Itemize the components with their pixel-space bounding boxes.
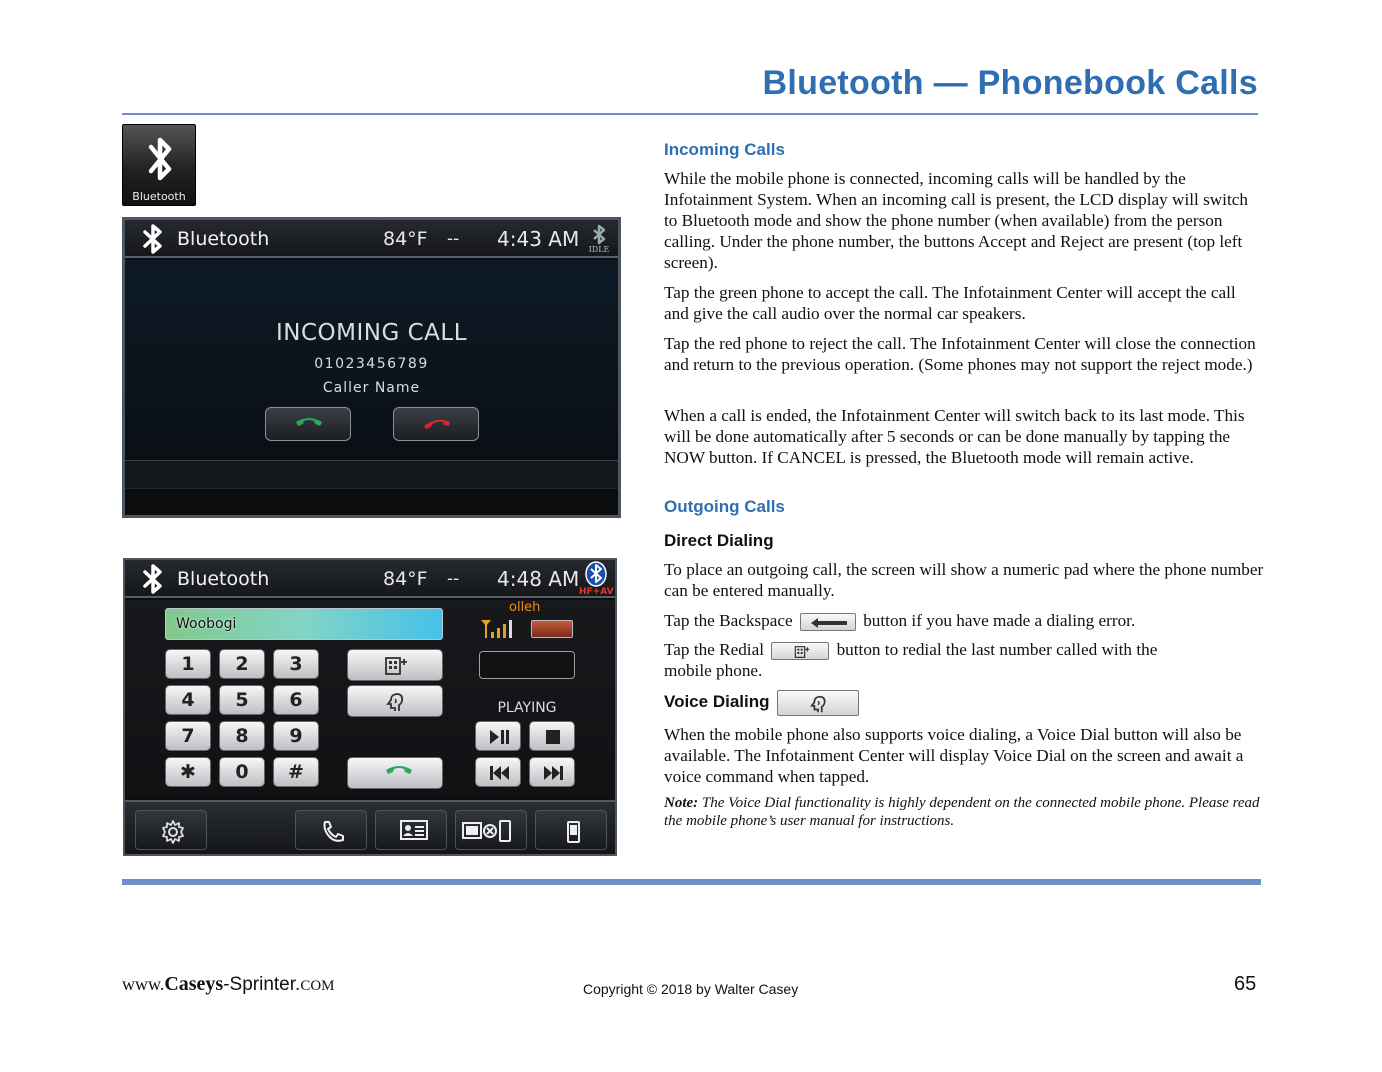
keypad-key[interactable]: 6 <box>273 685 319 715</box>
title-divider <box>122 113 1258 115</box>
status-separator: -- <box>447 229 460 249</box>
redial-button[interactable] <box>347 649 443 681</box>
bluetooth-app-icon[interactable] <box>122 124 196 206</box>
caller-name: Caller Name <box>322 380 421 396</box>
keypad-key[interactable]: 2 <box>219 649 265 679</box>
backspace-text-pre: Tap the Backspace <box>664 611 793 630</box>
note-label: Note: <box>664 795 699 811</box>
redial-text-pre: Tap the Redial <box>664 640 764 659</box>
stop-button[interactable] <box>529 721 575 751</box>
keypad-key[interactable]: 4 <box>165 685 211 715</box>
site-name: Caseys <box>164 973 224 995</box>
keypad-key[interactable]: 1 <box>165 649 211 679</box>
voice-dial-icon <box>808 694 830 714</box>
green-phone-icon <box>384 764 414 780</box>
paragraph: When the mobile phone also supports voice dialing, a Voice Dial button will also be available. The Infotainment Center will display Voice Dial on the screen and await a voice command when tapped. <box>664 725 1244 786</box>
app-name: Bluetooth <box>177 568 270 590</box>
dial-pad-button[interactable] <box>295 810 367 850</box>
outgoing-calls-heading: Outgoing Calls <box>664 497 785 516</box>
backspace-instruction <box>664 610 1135 631</box>
clock: 4:43 AM <box>497 227 580 251</box>
temperature: 84°F <box>383 568 428 590</box>
keypad-key[interactable]: ✱ <box>165 757 211 787</box>
backspace-text-post: button if you have made a dialing error. <box>863 611 1136 630</box>
bluetooth-icon <box>139 223 167 255</box>
previous-track-button[interactable] <box>475 757 521 787</box>
keypad-key[interactable]: 7 <box>165 721 211 751</box>
bluetooth-icon <box>139 563 167 595</box>
previous-track-icon <box>489 765 511 781</box>
paragraph: While the mobile phone is connected, incoming calls will be handled by the Infotainment System. When an incoming call is present, the LCD display will switch to Bluetooth mode and show the phone number (when available) from the person calling. Under the phone number, the buttons Accept and Reject are present (top left screen). <box>664 169 1248 272</box>
lower-bar-bottom <box>125 488 618 518</box>
site-tld: COM <box>300 978 335 994</box>
mobile-phone-icon <box>560 819 586 845</box>
accept-call-button[interactable] <box>265 407 351 441</box>
reject-call-button[interactable] <box>393 407 479 441</box>
mobile-phone-button[interactable] <box>535 810 607 850</box>
footer-website[interactable] <box>122 973 335 996</box>
caller-number: 01023456789 <box>314 356 429 372</box>
copyright: Copyright © 2018 by Walter Casey <box>583 981 799 997</box>
incoming-call-screen <box>122 217 621 518</box>
backspace-button[interactable] <box>800 613 856 631</box>
voice-dialing-row <box>664 690 862 716</box>
redial-instruction <box>664 639 1157 660</box>
play-pause-icon <box>489 729 511 745</box>
voice-dial-button[interactable] <box>347 685 443 717</box>
paragraph: When a call is ended, the Infotainment Center will switch back to its last mode. This will be done automatically after 5 seconds or can be done manually by tapping the NOW button. If CANCEL is pressed, the Bluetooth mode will remain active. <box>664 406 1245 467</box>
next-track-icon <box>543 765 565 781</box>
settings-button[interactable] <box>135 810 207 850</box>
note-text: The Voice Dial functionality is highly dependent on the connected mobile phone. Please read the mobile phone’s user manual for instructions. <box>664 795 1260 829</box>
keypad-key[interactable]: 8 <box>219 721 265 751</box>
battery-icon <box>531 620 573 638</box>
keypad-key[interactable]: # <box>273 757 319 787</box>
keypad-key[interactable]: 3 <box>273 649 319 679</box>
direct-dialing-heading: Direct Dialing <box>664 531 774 550</box>
gear-icon <box>160 819 186 845</box>
carrier-name: olleh <box>509 600 541 615</box>
redial-button-inline[interactable] <box>771 642 829 660</box>
green-phone-icon <box>294 416 324 432</box>
incoming-call-heading: INCOMING CALL <box>275 320 468 346</box>
incoming-calls-heading: Incoming Calls <box>664 140 785 159</box>
media-status: PLAYING <box>497 700 557 716</box>
lower-bar <box>125 460 618 488</box>
dial-name-field[interactable] <box>165 608 443 640</box>
redial-icon <box>384 656 408 676</box>
redial-icon <box>794 645 810 659</box>
status-separator: -- <box>447 569 460 589</box>
signal-strength-icon <box>479 618 515 640</box>
site-prefix: www. <box>122 974 165 994</box>
voice-dialing-heading: Voice Dialing <box>664 691 770 711</box>
voice-dial-button-inline[interactable] <box>777 690 859 716</box>
site-suffix: -Sprinter. <box>223 974 301 995</box>
page-number: 65 <box>1234 973 1257 995</box>
paragraph: Tap the green phone to accept the call. The Infotainment Center will accept the call and give the call audio over the normal car speakers. <box>664 283 1236 323</box>
media-display <box>479 651 575 679</box>
phone-handset-icon <box>320 819 346 845</box>
page-title: Bluetooth — Phonebook Calls <box>762 64 1258 102</box>
status-bar <box>125 220 618 258</box>
status-badge-text: HF+AV <box>579 587 614 597</box>
stop-icon <box>543 729 565 745</box>
temperature: 84°F <box>383 228 428 250</box>
redial-text-post: button to redial the last number called with the <box>836 640 1158 659</box>
paragraph: Tap the red phone to reject the call. The Infotainment Center will close the connection and return to the previous operation. (Some phones may not support the reject mode.) <box>664 334 1256 374</box>
bluetooth-status-badge <box>579 561 617 597</box>
bottom-navigation <box>125 800 615 856</box>
paragraph: To place an outgoing call, the screen will show a numeric pad where the phone number can be entered manually. <box>664 560 1264 600</box>
status-badge-text: IDLE <box>588 245 610 254</box>
play-pause-button[interactable] <box>475 721 521 751</box>
app-name: Bluetooth <box>177 228 270 250</box>
phonebook-button[interactable] <box>375 810 447 850</box>
backspace-arrow-icon <box>809 617 849 629</box>
red-phone-icon <box>422 416 452 432</box>
bluetooth-icon <box>143 133 177 185</box>
note <box>664 794 1264 830</box>
bluetooth-icon <box>585 224 613 246</box>
voice-dial-icon <box>384 692 408 712</box>
dial-name-text: Woobogi <box>176 616 237 632</box>
next-track-button[interactable] <box>529 757 575 787</box>
keypad-key[interactable]: 9 <box>273 721 319 751</box>
disconnect-icon <box>462 819 518 843</box>
keypad-key[interactable]: 5 <box>219 685 265 715</box>
clock: 4:48 AM <box>497 567 580 591</box>
keypad-key[interactable]: 0 <box>219 757 265 787</box>
dialer-screen <box>123 558 617 856</box>
call-button[interactable] <box>347 757 443 789</box>
status-bar <box>125 560 615 598</box>
footer-divider <box>122 879 1261 885</box>
contact-card-icon <box>400 819 428 841</box>
redial-instruction-line2: mobile phone. <box>664 661 763 680</box>
bluetooth-status-badge <box>585 224 613 254</box>
phone-disconnect-button[interactable] <box>455 810 527 850</box>
app-icon-label: Bluetooth <box>132 190 186 203</box>
